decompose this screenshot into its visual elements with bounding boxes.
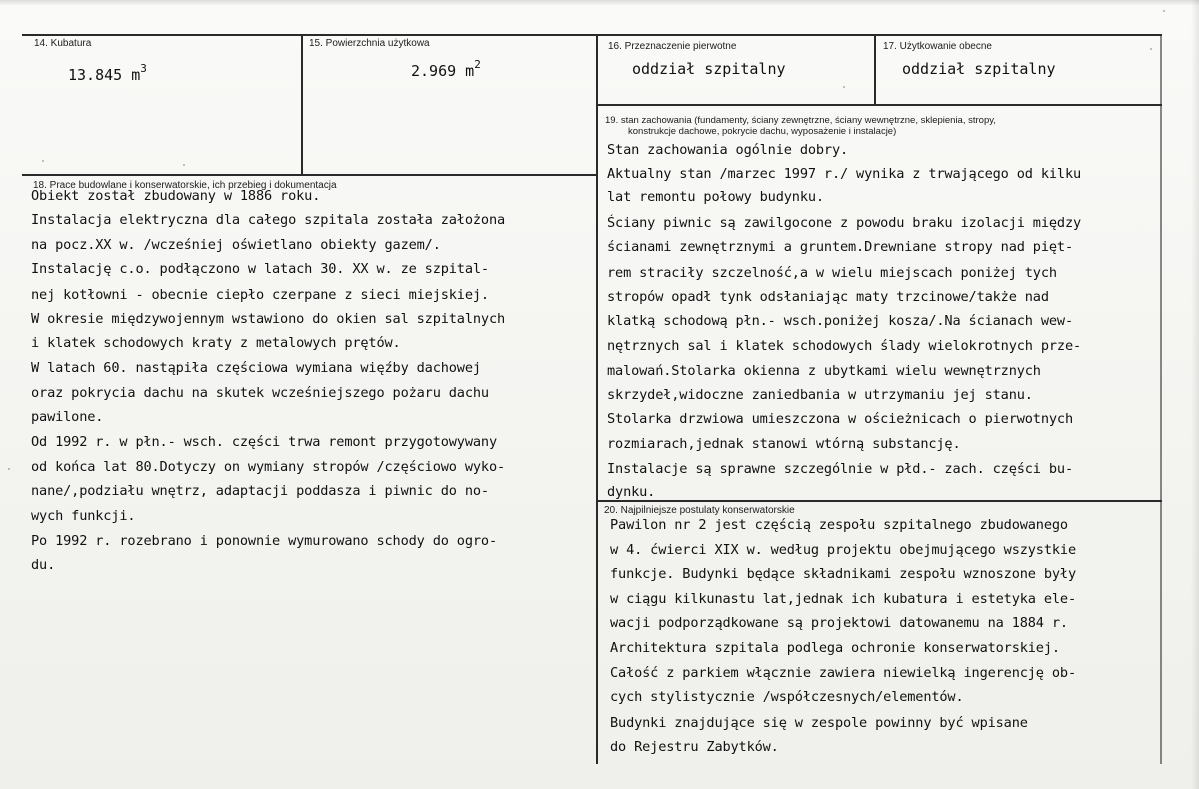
kubatura-unit-exponent: 3 [140, 62, 147, 75]
field-15-label: 15. Powierzchnia użytkowa [309, 38, 430, 49]
text-line: w ciągu kilkunastu lat,jednak ich kubatura i estetyka ele- [610, 591, 1076, 607]
text-line: Ściany piwnic są zawilgocone z powodu braku izolacji między [607, 215, 1082, 231]
text-line: Pawilon nr 2 jest częścią zespołu szpitalnego zbudowanego [610, 517, 1068, 533]
rule-v-16-17 [874, 34, 876, 104]
field-19-text [607, 142, 1159, 500]
scan-speck [843, 86, 845, 88]
field-17-label: 17. Użytkowanie obecne [883, 41, 992, 52]
field-16-value: oddział szpitalny [632, 60, 786, 78]
text-line: lat remontu połowy budynku. [607, 189, 824, 205]
text-line: do Rejestru Zabytków. [610, 739, 779, 755]
rule-v-14-15 [301, 34, 303, 174]
text-line: nane/,podziału wnętrz, adaptacji poddasza i piwnic do no- [31, 483, 489, 499]
kubatura-value: 13.845 m [68, 66, 141, 84]
field-20-text [610, 517, 1158, 767]
field-18-label: 18. Prace budowlane i konserwatorskie, ich przebieg i dokumentacja [33, 180, 337, 191]
text-line: Budynki znajdujące się w zespole powinny być wpisane [610, 715, 1028, 731]
text-line: Stan zachowania ogólnie dobry. [607, 142, 849, 158]
text-line: skrzydeł,widoczne zaniedbania w utrzymaniu jej stanu. [607, 387, 1033, 403]
rule-right [1160, 34, 1162, 764]
rule-h-14-18 [22, 174, 596, 176]
scan-edge-shadow [1191, 0, 1199, 789]
text-line: funkcje. Budynki będące składnikami zespołu wznoszone były [610, 566, 1076, 582]
field-17-value: oddział szpitalny [902, 60, 1056, 78]
text-line: Obiekt został zbudowany w 1886 roku. [31, 188, 321, 204]
text-line: Całość z parkiem włącznie zawiera niewielką ingerencję ob- [610, 665, 1076, 681]
text-line: Architektura szpitala podlega ochronie konserwatorskiej. [610, 640, 1060, 656]
scan-speck [183, 164, 185, 166]
scan-speck [8, 468, 10, 470]
scan-top-shadow [0, 0, 1199, 6]
text-line: cych stylistycznie /współczesnych/elementów. [610, 689, 964, 705]
rule-h-19-20 [596, 500, 1162, 502]
text-line: na pocz.XX w. /wcześniej oświetlano obiekty gazem/. [31, 237, 441, 253]
text-line: rozmiarach,jednak stanowi wtórną substancję. [607, 436, 961, 452]
rule-h-16-19 [596, 104, 1162, 106]
text-line: Aktualny stan /marzec 1997 r./ wynika z trwającego od kilku [607, 165, 1082, 182]
field-14-label: 14. Kubatura [34, 38, 92, 49]
text-line: Od 1992 r. w płn.- wsch. części trwa remont przygotowywany [31, 434, 497, 450]
text-line: w 4. ćwierci XIX w. według projektu obejmującego wszystkie [610, 542, 1076, 558]
scan-speck [1150, 48, 1152, 50]
rule-top [22, 34, 1162, 36]
scan-speck [42, 160, 44, 162]
text-line: od końca lat 80.Dotyczy on wymiany stropów /częściowo wyko- [31, 459, 506, 475]
powierzchnia-value: 2.969 m [411, 62, 475, 80]
scan-speck [1163, 10, 1165, 12]
field-14-value [68, 62, 147, 84]
text-line: klatką schodową płn.- wsch.poniżej kosza/.Na ścianach wew- [607, 313, 1073, 329]
field-19-label-line-2: konstrukcje dachowe, pokrycie dachu, wyposażenie i instalacje) [628, 126, 897, 137]
text-line: nętrznych sal i klatek schodowych ślady wielokrotnych prze- [607, 338, 1082, 354]
text-line: oraz pokrycia dachu na skutek wcześniejszego pożaru dachu [31, 385, 489, 401]
text-line: rem straciły szczelność,a w wielu miejscach poniżej tych [607, 265, 1057, 281]
text-line: stropów opadł tynk odsłaniając maty trzcinowe/także nad [607, 289, 1049, 305]
text-line: malowań.Stolarka okienna z ubytkami wielu wewnętrznych [607, 363, 1041, 379]
text-line: nej kotłowni - obecnie ciepło czerpane z sieci miejskiej. [31, 287, 489, 303]
text-line: Instalację c.o. podłączono w latach 30. XX w. ze szpital- [31, 261, 489, 277]
text-line: wacji podporządkowane są projektowi datowanemu na 1884 r. [610, 615, 1068, 631]
field-15-value [411, 58, 481, 80]
text-line: Instalacja elektryczna dla całego szpitala została założona [31, 212, 506, 228]
text-line: Stolarka drzwiowa umieszczona w ościeżnicach o pierwotnych [607, 411, 1073, 427]
field-18-text [31, 188, 595, 588]
text-line: Instalacje są sprawne szczególnie w płd.- zach. części bu- [607, 461, 1073, 477]
field-19-label-line-1: 19. stan zachowania (fundamenty, ściany zewnętrzne, ściany wewnętrzne, sklepienia, stropy, [605, 115, 996, 126]
text-line: i klatek schodowych kraty z metalowych prętów. [31, 335, 401, 351]
field-16-label: 16. Przeznaczenie pierwotne [608, 41, 737, 52]
text-line: W latach 60. nastąpiła częściowa wymiana więźby dachowej [31, 360, 481, 376]
field-20-label: 20. Najpilniejsze postulaty konserwatorskie [604, 505, 795, 516]
text-line: W okresie międzywojennym wstawiono do okien sal szpitalnych [31, 311, 506, 327]
text-line: dynku. [607, 484, 656, 500]
text-line: ścianami zewnętrznymi a gruntem.Drewniane stropy nad pięt- [607, 239, 1073, 255]
powierzchnia-unit-exponent: 2 [474, 58, 481, 71]
text-line: Po 1992 r. rozebrano i ponownie wymurowano schody do ogro- [31, 533, 497, 549]
text-line: pawilone. [31, 409, 104, 425]
rule-v-15-16 [596, 34, 598, 764]
text-line: wych funkcji. [31, 508, 136, 524]
text-line: du. [31, 557, 56, 573]
